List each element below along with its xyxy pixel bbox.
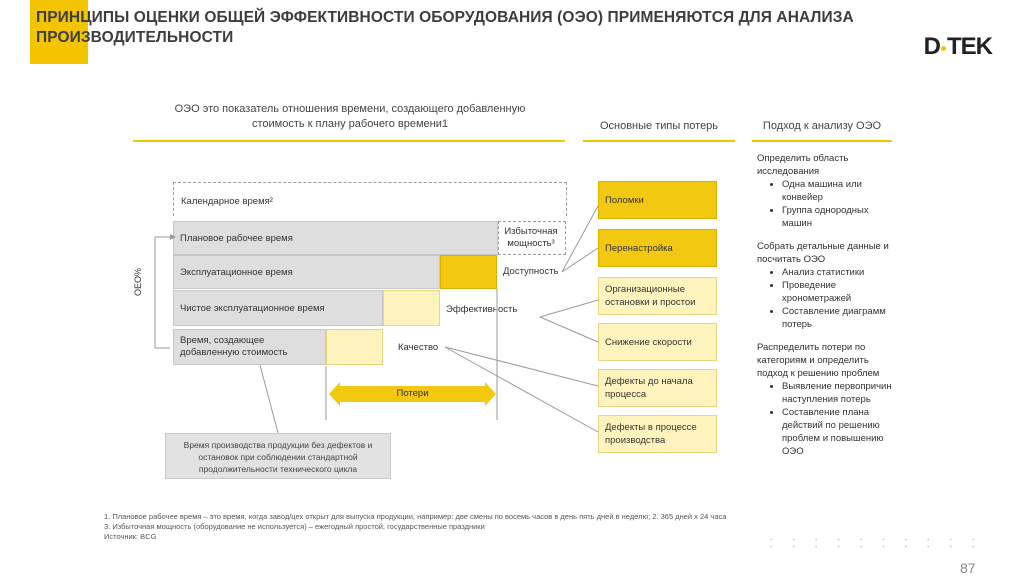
approach-step-3-title: Распределить потери по категориям и определить подход к решению проблем [757, 342, 880, 379]
excess-capacity-label: Избыточная мощность³ [504, 226, 558, 249]
calendar-time-label: Календарное время² [181, 196, 273, 207]
oee-bracket-line [155, 237, 170, 348]
availability-to-setup-line [562, 248, 598, 272]
page-title: ПРИНЦИПЫ ОЦЕНКИ ОБЩЕЙ ЭФФЕКТИВНОСТИ ОБОРУДОВАНИЯ (ОЭО) ПРИМЕНЯЮТСЯ ДЛЯ АНАЛИЗА ПРОИЗВОДИТЕЛЬНОСТИ [36, 9, 854, 46]
approach-list-item: • Составление диаграмм потерь [782, 305, 892, 331]
planned-time-bar: Плановое рабочее время [173, 221, 498, 255]
decorative-dots: •••••••••• •••••••••• [770, 537, 995, 551]
oee-axis-label: ОЕО% [133, 267, 143, 296]
footnote-line: 3. Избыточная мощность (оборудование не используется) – ежегодный простой, государственные праздники [104, 522, 485, 531]
quality-to-startup-defects-line [445, 347, 598, 386]
approach-list-item: • Проведение хронометражей [782, 279, 892, 305]
approach-step-2-list [757, 266, 892, 331]
logo-letter-d: D [923, 33, 940, 60]
logo-letters-tek: TEK [947, 33, 992, 60]
losses-label: Потери [396, 388, 429, 399]
quality-to-process-defects-line [445, 347, 598, 432]
bracket-arrowhead [170, 234, 176, 240]
efficiency-to-stoppages-line [540, 300, 598, 317]
value-time-note-box: Время производства продукции без дефектов и остановок при соблюдении стандартной продолжительности технического цикла [165, 433, 391, 479]
approach-step-1-list [757, 178, 892, 230]
availability-label: Доступность [503, 266, 559, 277]
loss-type-item: Организационные остановки и простои [598, 277, 717, 315]
page-number: 87 [960, 560, 976, 576]
availability-to-breakdowns-line [562, 206, 598, 272]
diagram-heading: ОЭО это показатель отношения времени, создающего добавленную стоимость к плану рабочего времени1 [174, 103, 526, 130]
approach-heading: Подход к анализу ОЭО [762, 120, 882, 132]
loss-types-heading: Основные типы потерь [599, 120, 719, 132]
approach-list-item: • Анализ статистики [782, 266, 892, 279]
loss-type-item: Дефекты до начала процесса [598, 369, 717, 407]
losses-arrow-left-head [329, 382, 340, 406]
footnotes [104, 512, 804, 542]
approach-step-2-title: Собрать детальные данные и посчитать ОЭО [757, 241, 889, 265]
approach-panel [757, 142, 892, 458]
value-added-time-bar: Время, создающее добавленную стоимость [173, 329, 326, 365]
losses-arrow-right-head [485, 382, 496, 406]
loss-type-item: Дефекты в процессе производства [598, 415, 717, 453]
efficiency-to-speed-line [540, 317, 598, 342]
approach-list-item: • Составление плана действий по решению проблем и повышению ОЭО [782, 406, 892, 458]
value-to-note-line [260, 365, 278, 433]
footnote-source: Источник: BCG [104, 532, 157, 541]
operational-time-bar: Эксплуатационное время [173, 255, 440, 289]
approach-list-item: • Группа однородных машин [782, 204, 892, 230]
loss-type-item: Поломки [598, 181, 717, 219]
approach-list-item: • Одна машина или конвейер [782, 178, 892, 204]
net-operational-time-bar: Чистое эксплуатационное время [173, 290, 383, 326]
approach-step-3-list [757, 380, 892, 458]
footnote-line: 1. Плановое рабочее время – это время, когда завод/цех открыт для выпуска продукции, например: две смены по восемь часов в день пять дней в неделю; 2. 365 дней x 24 часа [104, 512, 727, 521]
loss-type-item: Перенастройка [598, 229, 717, 267]
loss-type-item: Снижение скорости [598, 323, 717, 361]
approach-step-1-title: Определить область исследования [757, 153, 849, 177]
efficiency-label: Эффективность [446, 304, 518, 315]
quality-label: Качество [398, 342, 439, 353]
approach-list-item: • Выявление первопричин наступления потерь [782, 380, 892, 406]
